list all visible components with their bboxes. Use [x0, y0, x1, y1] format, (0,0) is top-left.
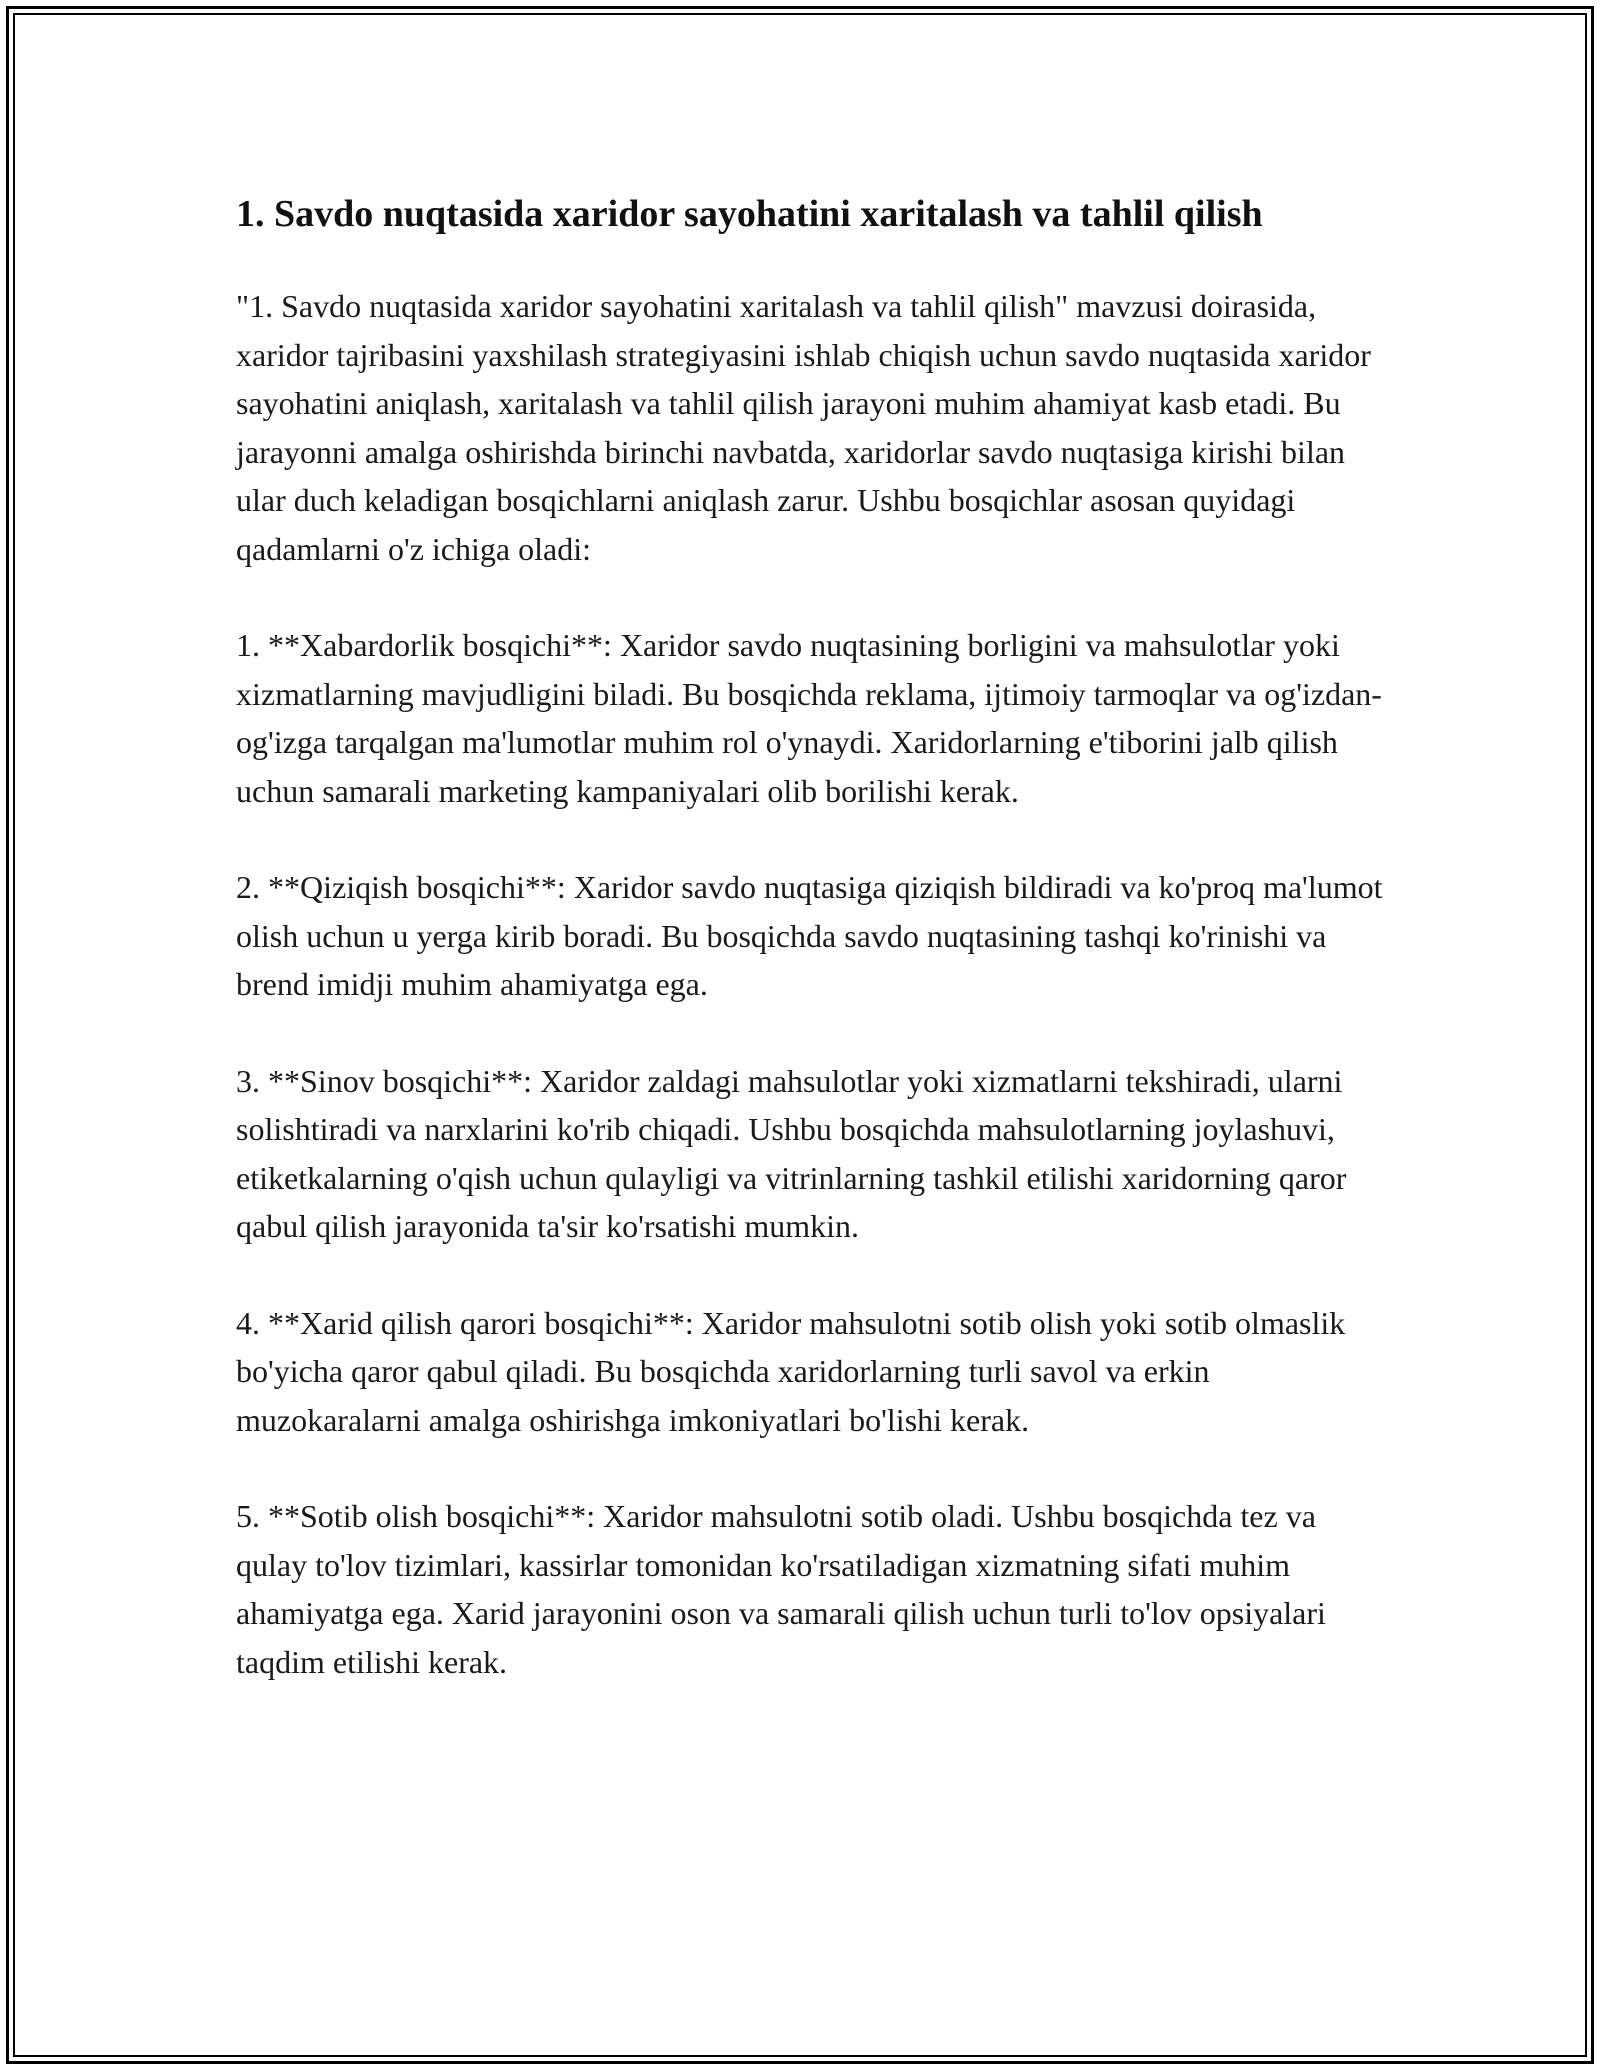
- stage-awareness-paragraph: 1. **Xabardorlik bosqichi**: Xaridor savdo nuqtasining borligini va mahsulotlar yoki xizmatlarning mavjudligini biladi. Bu bosqichda reklama, ijtimoiy tarmoqlar va og'izdan-og'izga tarqalgan ma'lumotlar muhim rol o'ynaydi. Xaridorlarning e'tiborini jalb qilish uchun samarali marketing kampaniyalari olib borilishi kerak.: [236, 627, 1382, 809]
- stage-purchase-paragraph: 5. **Sotib olish bosqichi**: Xaridor mahsulotni sotib oladi. Ushbu bosqichda tez va qulay to'lov tizimlari, kassirlar tomonidan ko'rsatiladigan xizmatning sifati muhim ahamiyatga ega. Xarid jarayonini oson va samarali qilish uchun turli to'lov opsiyalari taqdim etilishi kerak.: [236, 1498, 1326, 1680]
- document-body: [236, 186, 1386, 1734]
- intro-paragraph: "1. Savdo nuqtasida xaridor sayohatini xaritalash va tahlil qilish" mavzusi doirasida, xaridor tajribasini yaxshilash strategiyasini ishlab chiqish uchun savdo nuqtasida xaridor sayohatini aniqlash, xaritalash va tahlil qilish jarayoni muhim ahamiyat kasb etadi. Bu jarayonni amalga oshirishda birinchi navbatda, xaridorlar savdo nuqtasiga kirishi bilan ular duch keladigan bosqichlarni aniqlash zarur. Ushbu bosqichlar asosan quyidagi qadamlarni o'z ichiga oladi:: [236, 288, 1371, 567]
- stage-interest-paragraph: 2. **Qiziqish bosqichi**: Xaridor savdo nuqtasiga qiziqish bildiradi va ko'proq ma'lumot olish uchun u yerga kirib boradi. Bu bosqichda savdo nuqtasining tashqi ko'rinishi va brend imidji muhim ahamiyatga ega.: [236, 869, 1383, 1002]
- stage-trial-paragraph: 3. **Sinov bosqichi**: Xaridor zaldagi mahsulotlar yoki xizmatlarni tekshiradi, ularni solishtiradi va narxlarini ko'rib chiqadi. Ushbu bosqichda mahsulotlarning joylashuvi, etiketkalarning o'qish uchun qulayligi va vitrinlarning tashkil etilishi xaridorning qaror qabul qilish jarayonida ta'sir ko'rsatishi mumkin.: [236, 1062, 1347, 1244]
- stage-decision-paragraph: 4. **Xarid qilish qarori bosqichi**: Xaridor mahsulotni sotib olish yoki sotib olmaslik bo'yicha qaror qabul qiladi. Bu bosqichda xaridorlarning turli savol va erkin muzokaralarni amalga oshirishga imkoniyatlari bo'lishi kerak.: [236, 1304, 1346, 1438]
- document-title: 1. Savdo nuqtasida xaridor sayohatini xaritalash va tahlil qilish: [236, 193, 1263, 235]
